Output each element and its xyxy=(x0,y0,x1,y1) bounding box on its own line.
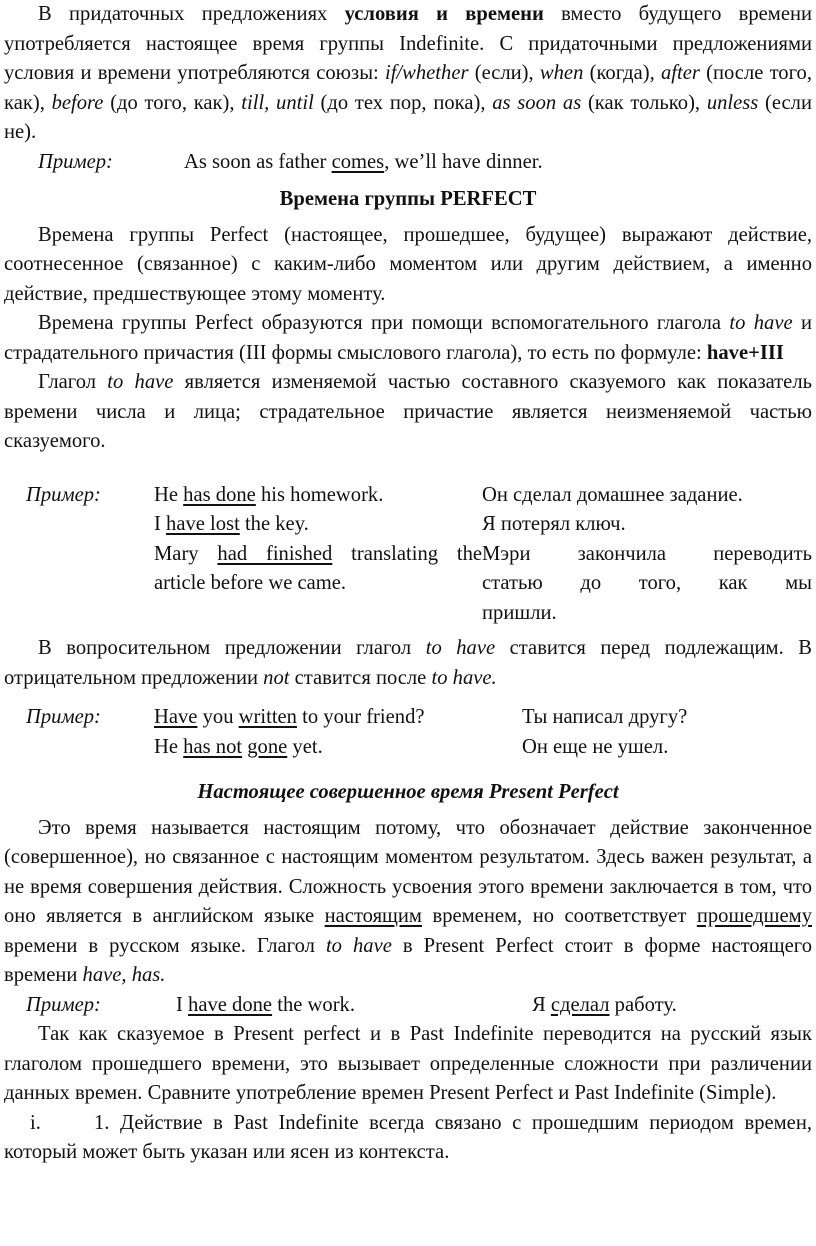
example-line xyxy=(154,481,482,511)
bold-text: условия и времени xyxy=(344,3,544,25)
text: He xyxy=(154,483,184,506)
example-label: Пример: xyxy=(26,706,101,728)
example-label: Пример: xyxy=(26,483,101,506)
italic-term: have, has. xyxy=(82,964,166,986)
conjunction: unless xyxy=(706,91,759,114)
text: , we’ll have dinner. xyxy=(384,150,543,173)
underlined-verb: had finished xyxy=(217,542,333,565)
example-label: Пример: xyxy=(26,993,101,1016)
example-line xyxy=(154,733,522,763)
underlined-verb: written xyxy=(238,706,297,728)
text: He xyxy=(154,735,184,758)
text: the key. xyxy=(239,513,309,535)
paragraph-perfect-definition: Времена группы Perfect (настоящее, прошедшее, будущее) выражают действие, соотнесенное (связанное) с каким-либо моментом или другим действием, а именно действие, предшествующее этому моменту. xyxy=(4,223,812,305)
translation-line: Я потерял ключ. xyxy=(482,513,626,535)
text: времени в русском языке. Глагол xyxy=(4,934,326,957)
example-russian-column xyxy=(522,703,812,762)
translation-line: Он сделал домашнее задание. xyxy=(482,483,743,506)
text: the work. xyxy=(272,993,356,1016)
text: временем, но соответствует xyxy=(421,905,697,927)
translation-line: Ты написал другу? xyxy=(522,706,688,728)
example-line xyxy=(154,510,482,540)
translation-line: пришли. xyxy=(482,601,557,624)
italic-term: to have xyxy=(325,934,392,957)
underlined-verb: have lost xyxy=(166,513,240,535)
paragraph-compare-tenses: Так как сказуемое в Present perfect и в Past Indefinite переводится на русский язык глаголом прошедшего времени, это вызывает определенные сложности при различении данных времен. Сравните употребление времен Present Perfect и Past Indefinite (Simple). xyxy=(4,1023,812,1104)
section-heading-present-perfect: Настоящее совершенное время Present Perfect xyxy=(197,781,619,803)
text: Я xyxy=(532,993,551,1016)
text: (если), xyxy=(468,62,540,84)
example-line xyxy=(154,703,522,733)
text: (когда), xyxy=(583,62,661,84)
list-marker: i. xyxy=(30,1111,41,1134)
example-table-2 xyxy=(4,481,812,629)
example-russian xyxy=(532,991,677,1021)
example-table-3 xyxy=(4,703,812,762)
text: (если не). xyxy=(4,91,812,143)
italic-term: to have xyxy=(729,312,793,334)
underlined-word: прошедшему xyxy=(696,905,812,927)
paragraph-questions-negatives xyxy=(4,634,812,693)
underlined-verb: gone xyxy=(247,735,288,758)
conjunction: before xyxy=(51,91,104,114)
text: работу. xyxy=(609,993,677,1016)
underlined-word: сделал xyxy=(550,993,610,1016)
italic-term: to have xyxy=(425,637,496,659)
document-page xyxy=(4,0,812,1168)
paragraph-clauses-of-condition xyxy=(4,0,812,148)
example-line xyxy=(154,540,482,599)
example-english xyxy=(176,991,532,1021)
formula: have+III xyxy=(706,341,784,364)
example-english-column xyxy=(154,481,482,629)
translation-line: статью до того, как мы xyxy=(482,572,812,594)
italic-term: to have xyxy=(107,371,174,393)
text: I xyxy=(176,993,189,1016)
text: translating the article before we came. xyxy=(154,542,483,594)
underlined-word: настоящим xyxy=(324,905,422,927)
underlined-verb: has not xyxy=(183,735,243,758)
example-1 xyxy=(4,148,812,178)
text: ставится перед подлежащим. В отрицательном предложении xyxy=(4,637,812,689)
text: является изменяемой частью составного сказуемого как показатель времени числа и лица; страдательное причастие является неизменяемой частью сказуемого. xyxy=(4,371,812,452)
example-label: Пример: xyxy=(38,150,113,173)
conjunction: when xyxy=(539,62,584,84)
underlined-verb: have done xyxy=(188,993,273,1016)
italic-term: to have. xyxy=(431,666,497,689)
paragraph-present-perfect-meaning xyxy=(4,814,812,991)
conjunction: as soon as xyxy=(492,91,582,114)
translation-line: Он еще не ушел. xyxy=(522,735,669,758)
example-english-column xyxy=(154,703,522,762)
text: you xyxy=(197,706,239,728)
text: и страдательного причастия (III формы смыслового глагола), то есть по формуле: xyxy=(4,312,812,364)
example-4 xyxy=(4,991,812,1021)
text: (до того, как), xyxy=(103,91,242,114)
text: his homework. xyxy=(255,483,384,506)
text: В придаточных предложениях xyxy=(38,3,345,25)
underlined-verb: comes xyxy=(331,150,385,173)
text: вместо будущего времени употребляется настоящее время группы Indefinite. С придаточными предложениями условия и времени употребляются союзы: xyxy=(4,3,813,84)
text: Это время называется настоящим потому, что обозначает действие законченное (совершенное), но связанное с настоящим моментом результатом. Здесь важен результат, а не время совершения действия. Сложность усвоения этого времени заключается в том, что оно является в английском языке xyxy=(4,816,812,927)
text: to your friend? xyxy=(296,706,425,728)
paragraph-to-have-role xyxy=(4,368,812,457)
example-russian-column xyxy=(482,481,812,629)
text: Глагол xyxy=(38,371,108,393)
text: (после того, как), xyxy=(4,62,812,114)
text: yet. xyxy=(287,735,323,758)
list-item xyxy=(4,1109,812,1168)
text: (как только), xyxy=(581,91,707,114)
example-english xyxy=(184,148,543,178)
underlined-verb: has done xyxy=(183,483,256,506)
text: ставится после xyxy=(289,666,432,689)
section-heading-perfect: Времена группы PERFECT xyxy=(279,188,537,210)
translation-line: Мэри закончила переводить xyxy=(482,542,812,565)
text: (до тех пор, пока), xyxy=(313,91,493,114)
text: Mary xyxy=(154,542,218,565)
list-item-text: 1. Действие в Past Indefinite всегда связано с прошедшим периодом времен, который может быть указан или ясен из контекста. xyxy=(4,1111,812,1163)
text: в Present Perfect стоит в форме настоящего времени xyxy=(4,934,813,986)
conjunction: till, until xyxy=(241,91,314,114)
text: В вопросительном предложении глагол xyxy=(38,637,426,659)
text: I xyxy=(154,513,167,535)
conjunction: after xyxy=(660,62,700,84)
italic-term: not xyxy=(263,666,290,689)
text: Времена группы Perfect образуются при помощи вспомогательного глагола xyxy=(38,312,730,334)
text: As soon as father xyxy=(184,150,332,173)
underlined-verb: Have xyxy=(154,706,198,728)
paragraph-perfect-formation xyxy=(4,309,812,368)
conjunction: if/whether xyxy=(384,62,469,84)
